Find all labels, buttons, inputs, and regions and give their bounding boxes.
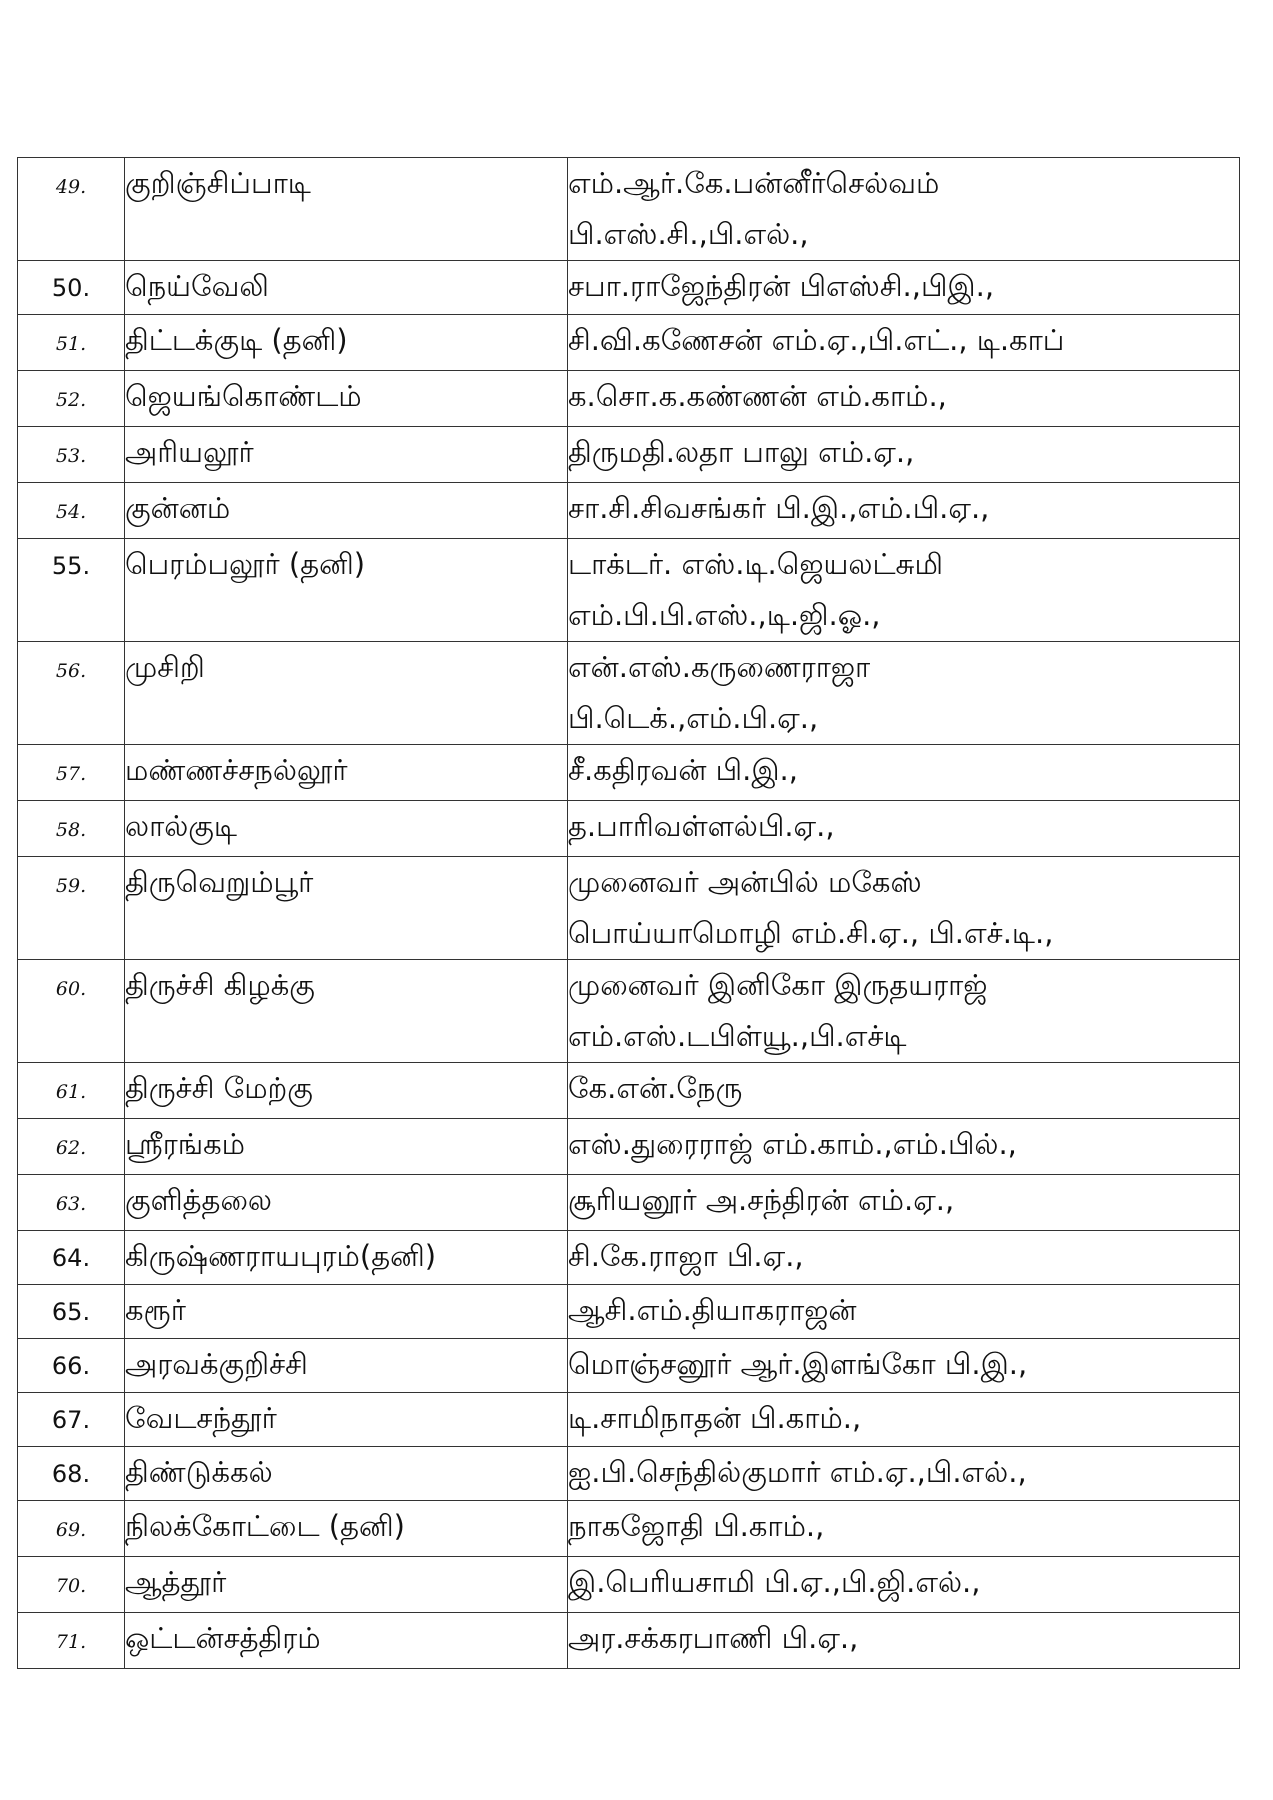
candidate-name-line: நாகஜோதி பி.காம்., — [568, 1509, 825, 1543]
table-row — [18, 158, 1240, 261]
serial-number-cell — [18, 1557, 125, 1613]
constituency-name: ஒட்டன்சத்திரம் — [125, 1621, 321, 1655]
serial-number: 67. — [51, 1406, 91, 1434]
serial-number: 59. — [55, 875, 87, 897]
serial-number-cell — [18, 960, 125, 1063]
candidate-cell — [568, 1557, 1240, 1613]
candidate-name-line: பி.டெக்.,எம்.பி.ஏ., — [568, 701, 819, 735]
table-row — [18, 1447, 1240, 1501]
candidate-name-line: எம்.எஸ்.டபிள்யூ.,பி.எச்டி — [568, 1019, 907, 1053]
candidate-name-line: சி.கே.ராஜா பி.ஏ., — [568, 1239, 804, 1273]
constituency-cell — [125, 1613, 568, 1669]
serial-number-cell — [18, 371, 125, 427]
table-row — [18, 427, 1240, 483]
serial-number-cell — [18, 745, 125, 801]
constituency-name: திருச்சி மேற்கு — [125, 1071, 313, 1105]
serial-number: 70. — [55, 1575, 87, 1597]
serial-number: 49. — [55, 176, 87, 198]
serial-number: 58. — [55, 819, 87, 841]
constituency-cell — [125, 1285, 568, 1339]
serial-number-cell — [18, 642, 125, 745]
candidate-name-line: டி.சாமிநாதன் பி.காம்., — [568, 1401, 862, 1435]
constituency-name: லால்குடி — [125, 809, 237, 843]
candidate-name-line: ஆசி.எம்.தியாகராஜன் — [568, 1293, 857, 1327]
constituency-cell — [125, 315, 568, 371]
constituency-name: திருச்சி கிழக்கு — [125, 968, 315, 1002]
constituency-name: குன்னம் — [125, 491, 231, 525]
constituency-cell — [125, 1119, 568, 1175]
constituency-name: மண்ணச்சநல்லூர் — [125, 753, 348, 787]
constituency-name: குளித்தலை — [125, 1183, 272, 1217]
serial-number: 69. — [55, 1519, 87, 1541]
table-row — [18, 483, 1240, 539]
candidate-name-line: டாக்டர். எஸ்.டி.ஜெயலட்சுமி — [568, 547, 943, 581]
candidate-cell — [568, 1501, 1240, 1557]
table-row — [18, 1285, 1240, 1339]
candidate-name-line: அர.சக்கரபாணி பி.ஏ., — [568, 1621, 859, 1655]
candidate-cell — [568, 960, 1240, 1063]
constituency-name: திருவெறும்பூர் — [125, 865, 314, 899]
serial-number-cell — [18, 483, 125, 539]
serial-number-cell — [18, 158, 125, 261]
candidate-cell — [568, 315, 1240, 371]
candidate-name-line: கே.என்.நேரு — [568, 1071, 743, 1105]
candidate-name-line: மொஞ்சனூர் ஆர்.இளங்கோ பி.இ., — [568, 1347, 1028, 1381]
table-row — [18, 801, 1240, 857]
serial-number: 63. — [55, 1193, 87, 1215]
candidate-cell — [568, 801, 1240, 857]
serial-number-cell — [18, 1063, 125, 1119]
candidate-name-line: சி.வி.கணேசன் எம்.ஏ.,பி.எட்., டி.காப் — [568, 323, 1065, 357]
serial-number-cell — [18, 1501, 125, 1557]
candidate-name-line: பி.எஸ்.சி.,பி.எல்., — [568, 217, 809, 251]
table-row — [18, 1393, 1240, 1447]
candidate-table-body — [18, 158, 1240, 1669]
constituency-cell — [125, 1231, 568, 1285]
serial-number: 68. — [51, 1460, 91, 1488]
serial-number-cell — [18, 315, 125, 371]
candidate-name-line: சூரியனூர் அ.சந்திரன் எம்.ஏ., — [568, 1183, 955, 1217]
table-row — [18, 1175, 1240, 1231]
candidate-name-line: பொய்யாமொழி எம்.சி.ஏ., பி.எச்.டி., — [568, 916, 1054, 950]
candidate-cell — [568, 857, 1240, 960]
candidate-cell — [568, 1231, 1240, 1285]
serial-number: 62. — [55, 1137, 87, 1159]
serial-number-cell — [18, 1231, 125, 1285]
serial-number: 64. — [51, 1244, 91, 1272]
serial-number: 61. — [55, 1081, 87, 1103]
constituency-name: பெரம்பலூர் (தனி) — [125, 547, 366, 581]
candidate-cell — [568, 1063, 1240, 1119]
serial-number-cell — [18, 801, 125, 857]
candidate-name-line: த.பாரிவள்ளல்பி.ஏ., — [568, 809, 835, 843]
table-row — [18, 745, 1240, 801]
constituency-name: நெய்வேலி — [125, 269, 269, 303]
serial-number-cell — [18, 1447, 125, 1501]
serial-number: 66. — [51, 1352, 91, 1380]
constituency-cell — [125, 1063, 568, 1119]
table-row — [18, 1119, 1240, 1175]
serial-number: 56. — [55, 660, 87, 682]
serial-number: 71. — [55, 1631, 87, 1653]
candidate-cell — [568, 158, 1240, 261]
serial-number-cell — [18, 857, 125, 960]
table-row — [18, 960, 1240, 1063]
constituency-cell — [125, 483, 568, 539]
serial-number: 51. — [55, 333, 87, 355]
constituency-name: நிலக்கோட்டை (தனி) — [125, 1509, 405, 1543]
candidate-cell — [568, 539, 1240, 642]
candidate-cell — [568, 371, 1240, 427]
constituency-name: வேடசந்தூர் — [125, 1401, 277, 1435]
constituency-cell — [125, 427, 568, 483]
constituency-cell — [125, 1339, 568, 1393]
candidate-name-line: எஸ்.துரைராஜ் எம்.காம்.,எம்.பில்., — [568, 1127, 1017, 1161]
constituency-name: ஸ்ரீரங்கம் — [125, 1127, 245, 1161]
candidate-cell — [568, 745, 1240, 801]
candidate-cell — [568, 1285, 1240, 1339]
constituency-cell — [125, 642, 568, 745]
candidate-cell — [568, 1393, 1240, 1447]
candidate-name-line: சபா.ராஜேந்திரன் பிஎஸ்சி.,பிஇ., — [568, 269, 995, 303]
candidate-name-line: க.சொ.க.கண்ணன் எம்.காம்., — [568, 379, 947, 413]
candidate-cell — [568, 1119, 1240, 1175]
candidate-name-line: எம்.ஆர்.கே.பன்னீர்செல்வம் — [568, 166, 940, 200]
candidate-name-line: திருமதி.லதா பாலு எம்.ஏ., — [568, 435, 915, 469]
table-row — [18, 539, 1240, 642]
serial-number-cell — [18, 539, 125, 642]
table-row — [18, 1557, 1240, 1613]
serial-number-cell — [18, 1393, 125, 1447]
constituency-name: அரியலூர் — [125, 435, 254, 469]
table-row — [18, 1501, 1240, 1557]
constituency-name: அரவக்குறிச்சி — [125, 1347, 308, 1381]
constituency-name: திட்டக்குடி (தனி) — [125, 323, 348, 357]
serial-number: 55. — [51, 552, 91, 580]
constituency-cell — [125, 960, 568, 1063]
table-row — [18, 371, 1240, 427]
table-row — [18, 1613, 1240, 1669]
constituency-cell — [125, 261, 568, 315]
candidate-name-line: ஐ.பி.செந்தில்குமார் எம்.ஏ.,பி.எல்., — [568, 1455, 1027, 1489]
constituency-cell — [125, 801, 568, 857]
table-row — [18, 1231, 1240, 1285]
constituency-name: ஆத்தூர் — [125, 1565, 227, 1599]
constituency-cell — [125, 1447, 568, 1501]
constituency-cell — [125, 1393, 568, 1447]
serial-number-cell — [18, 1119, 125, 1175]
serial-number: 53. — [55, 445, 87, 467]
constituency-cell — [125, 158, 568, 261]
serial-number: 54. — [55, 501, 87, 523]
serial-number: 52. — [55, 389, 87, 411]
candidate-name-line: முனைவர் இனிகோ இருதயராஜ் — [568, 968, 988, 1002]
table-row — [18, 315, 1240, 371]
candidate-cell — [568, 642, 1240, 745]
candidate-cell — [568, 1447, 1240, 1501]
constituency-name: திண்டுக்கல் — [125, 1455, 273, 1489]
candidate-name-line: முனைவர் அன்பில் மகேஸ் — [568, 865, 922, 899]
constituency-cell — [125, 371, 568, 427]
candidate-name-line: என்.எஸ்.கருணைராஜா — [568, 650, 871, 684]
constituency-name: கரூர் — [125, 1293, 186, 1327]
table-row — [18, 1339, 1240, 1393]
constituency-name: கிருஷ்ணராயபுரம்(தனி) — [125, 1239, 437, 1273]
candidate-name-line: சா.சி.சிவசங்கர் பி.இ.,எம்.பி.ஏ., — [568, 491, 990, 525]
table-row — [18, 1063, 1240, 1119]
constituency-name: முசிறி — [125, 650, 205, 684]
constituency-cell — [125, 539, 568, 642]
constituency-cell — [125, 1175, 568, 1231]
serial-number-cell — [18, 427, 125, 483]
candidate-cell — [568, 427, 1240, 483]
constituency-cell — [125, 1557, 568, 1613]
candidate-table — [17, 157, 1240, 1669]
constituency-name: ஜெயங்கொண்டம் — [125, 379, 362, 413]
serial-number-cell — [18, 1285, 125, 1339]
serial-number: 65. — [51, 1298, 91, 1326]
serial-number: 50. — [51, 274, 91, 302]
serial-number-cell — [18, 261, 125, 315]
constituency-cell — [125, 1501, 568, 1557]
candidate-name-line: எம்.பி.பி.எஸ்.,டி.ஜி.ஓ., — [568, 598, 881, 632]
constituency-cell — [125, 857, 568, 960]
serial-number-cell — [18, 1613, 125, 1669]
serial-number: 57. — [55, 763, 87, 785]
table-row — [18, 857, 1240, 960]
candidate-name-line: சீ.கதிரவன் பி.இ., — [568, 753, 798, 787]
serial-number-cell — [18, 1175, 125, 1231]
candidate-name-line: இ.பெரியசாமி பி.ஏ.,பி.ஜி.எல்., — [568, 1565, 981, 1599]
constituency-name: குறிஞ்சிப்பாடி — [125, 166, 311, 200]
candidate-cell — [568, 1175, 1240, 1231]
candidate-cell — [568, 1613, 1240, 1669]
candidate-cell — [568, 1339, 1240, 1393]
serial-number: 60. — [55, 978, 87, 1000]
serial-number-cell — [18, 1339, 125, 1393]
table-row — [18, 261, 1240, 315]
table-row — [18, 642, 1240, 745]
constituency-cell — [125, 745, 568, 801]
candidate-cell — [568, 483, 1240, 539]
candidate-cell — [568, 261, 1240, 315]
